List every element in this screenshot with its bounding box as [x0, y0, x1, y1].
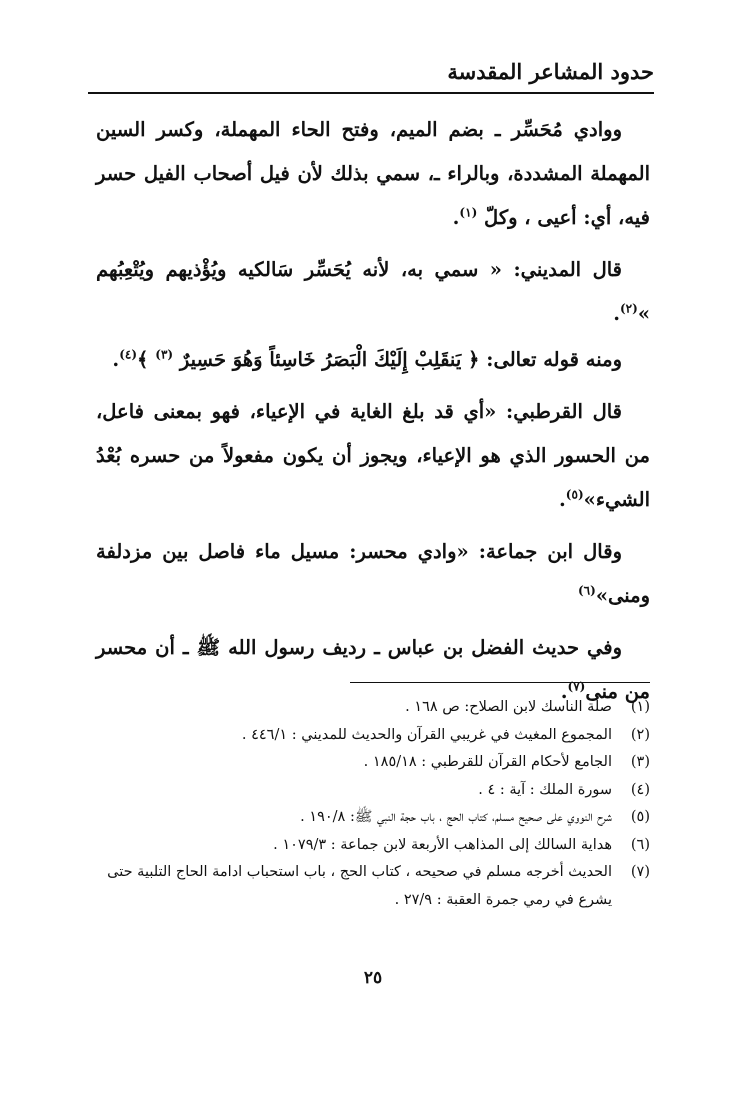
footnote-item	[94, 832, 650, 860]
footnotes-list	[94, 694, 650, 914]
footnote-ref: (١)	[459, 205, 478, 220]
running-header	[88, 58, 654, 94]
footnote-ref: (٢)	[619, 301, 638, 316]
footnote-text: شرح النووي على صحيح مسلم، كتاب الحج ، باب حجة النبي ﷺ: ١٩٠/٨ .	[300, 809, 612, 825]
footnote-number: (١)	[630, 699, 650, 715]
footnote-ref: (٣)	[155, 347, 174, 362]
footnote-text: الحديث أخرجه مسلم في صحيحه ، كتاب الحج ، باب استحباب ادامة الحاج التلبية حتى يشرع في رمي جمرة العقبة : ٢٧/٩ .	[107, 864, 612, 908]
footnote-ref: (٧)	[567, 679, 586, 694]
paragraph-qurtubi: قال القرطبي: «أي قد بلغ الغاية في الإعياء، فهو بمعنى فاعل، من الحسور الذي هو الإعياء، ويجوز أن يكون مفعولاً من حسره بُعْدُ الشيء»$^{(٥)}$.	[96, 400, 650, 511]
paragraph-madini: قال المديني: « سمي به، لأنه يُحَسِّر سَالكيه ويُؤْذيهم ويُتْعِبُهم »$^{(٢)}$.	[96, 258, 650, 325]
paragraph-quran-verse: ومنه قوله تعالى: ﴿ يَنقَلِبْ إِلَيْكَ الْبَصَرُ خَاسِئاً وَهُوَ حَسِيرٌ $^{(٣)}$ ﴾$^{(٤)}$.	[112, 347, 622, 371]
footnote-text: الجامع لأحكام القرآن للقرطبي : ١٨٥/١٨ .	[363, 754, 612, 770]
footnote-ref: (٦)	[577, 583, 596, 598]
footnote-number: (٣)	[630, 754, 650, 770]
footnote-text: صلة الناسك لابن الصلاح: ص ١٦٨ .	[405, 699, 612, 715]
paragraph-fadl-hadith: وفي حديث الفضل بن عباس ـ رديف رسول الله ﷺ ـ أن محسر من منى$^{(٧)}$.	[96, 636, 650, 703]
footnote-ref: (٤)	[119, 347, 138, 362]
footnote-item	[94, 749, 650, 777]
footnote-item	[94, 694, 650, 722]
paragraph-wadi-muhassir: ووادي مُحَسِّر ـ بضم الميم، وفتح الحاء المهملة، وكسر السين المهملة المشددة، وبالراء ـ، سمي بذلك لأن فيل أصحاب الفيل حسر فيه، أي: أعيى ، وكلّ $^{(١)}$.	[96, 118, 650, 229]
main-text	[96, 108, 650, 722]
footnote-item	[94, 804, 650, 832]
footnote-divider	[350, 682, 650, 683]
footnote-number: (٢)	[630, 726, 650, 743]
footnote-number: (٥)	[630, 809, 650, 825]
page-number: ٢٥	[363, 968, 383, 988]
footnote-item	[94, 777, 650, 805]
footnote-item	[94, 722, 650, 750]
footnote-text: هداية السالك إلى المذاهب الأربعة لابن جماعة : ١٠٧٩/٣ .	[273, 836, 612, 853]
footnote-number: (٧)	[630, 864, 650, 880]
footnote-ref: (٥)	[565, 487, 584, 502]
paragraph-ibn-jamaa: وقال ابن جماعة: «وادي محسر: مسيل ماء فاصل بين مزدلفة ومنى»$^{(٦)}$	[96, 540, 650, 607]
footnote-item	[94, 859, 650, 914]
running-header-title: حدود المشاعر المقدسة	[447, 59, 654, 84]
footnote-number: (٤)	[630, 781, 650, 798]
footnote-number: (٦)	[630, 836, 650, 853]
footnote-text: المجموع المغيث في غريبي القرآن والحديث للمديني : ٤٤٦/١ .	[241, 726, 612, 743]
footnote-text: سورة الملك : آية : ٤ .	[478, 781, 612, 798]
